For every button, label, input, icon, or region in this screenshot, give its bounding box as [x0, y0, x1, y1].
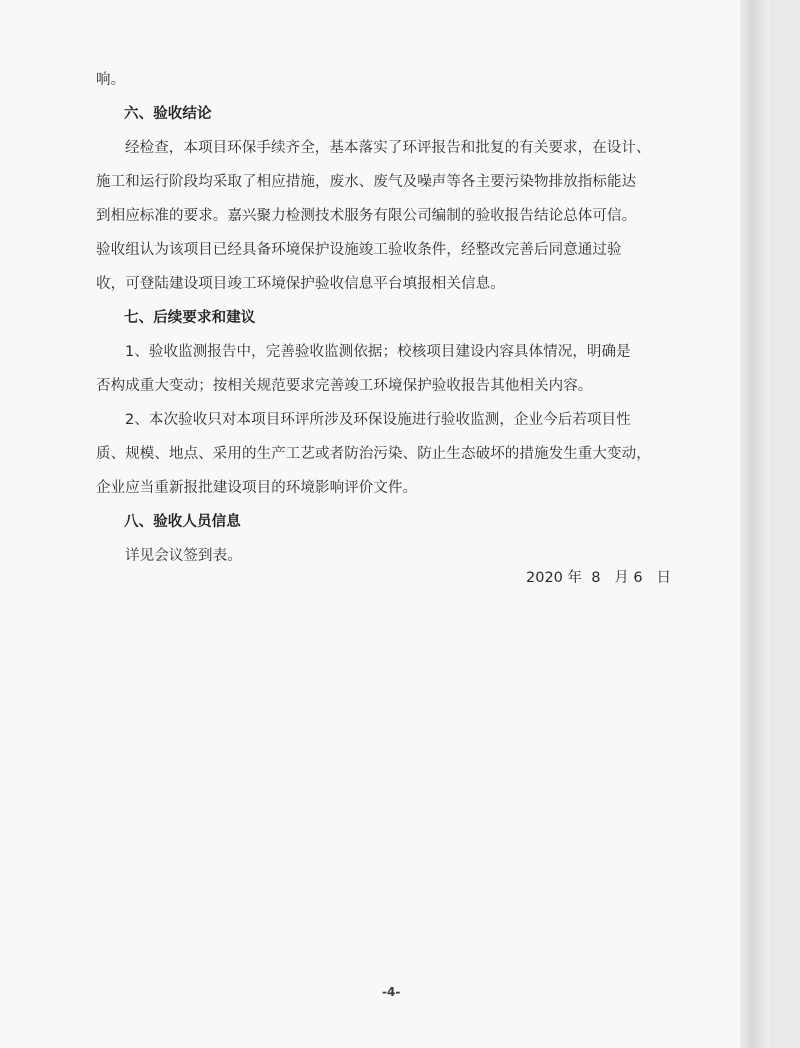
section-8-line-1: 详见会议签到表。 [125, 548, 242, 564]
page-number: -4- [382, 985, 401, 999]
section-7-line-5: 企业应当重新报批建设项目的环境影响评价文件。 [96, 480, 418, 496]
section-6-line-2: 施工和运行阶段均采取了相应措施，废水、废气及噪声等各主要污染物排放指标能达 [96, 174, 637, 190]
section-7-line-4: 质、规模、地点、采用的生产工艺或者防治污染、防止生态破坏的措施发生重大变动， [96, 446, 651, 462]
section-8-title: 八、验收人员信息 [124, 514, 241, 530]
section-7-line-2: 否构成重大变动；按相关规范要求完善竣工环境保护验收报告其他相关内容。 [96, 378, 593, 394]
section-6-line-3: 到相应标准的要求。嘉兴聚力检测技术服务有限公司编制的验收报告结论总体可信。 [96, 208, 637, 224]
section-7-line-3: 2、本次验收只对本项目环评所涉及环保设施进行验收监测，企业今后若项目性 [125, 412, 631, 428]
section-7-title: 七、后续要求和建议 [124, 310, 256, 326]
document-date: 2020 年 8 月 6 日 [526, 570, 671, 586]
section-7-line-1: 1、验收监测报告中，完善验收监测依据；校核项目建设内容具体情况，明确是 [125, 344, 631, 360]
section-6-line-5: 收，可登陆建设项目竣工环境保护验收信息平台填报相关信息。 [96, 276, 505, 292]
section-6-line-4: 验收组认为该项目已经具备环境保护设施竣工验收条件，经整改完善后同意通过验 [96, 242, 622, 258]
document-content [96, 63, 696, 573]
section-6-line-1: 经检查，本项目环保手续齐全，基本落实了环评报告和批复的有关要求，在设计、 [125, 140, 651, 156]
continuation-text: 响。 [96, 72, 126, 88]
page-edge-shadow [740, 0, 770, 1048]
section-6-title: 六、验收结论 [124, 106, 212, 122]
